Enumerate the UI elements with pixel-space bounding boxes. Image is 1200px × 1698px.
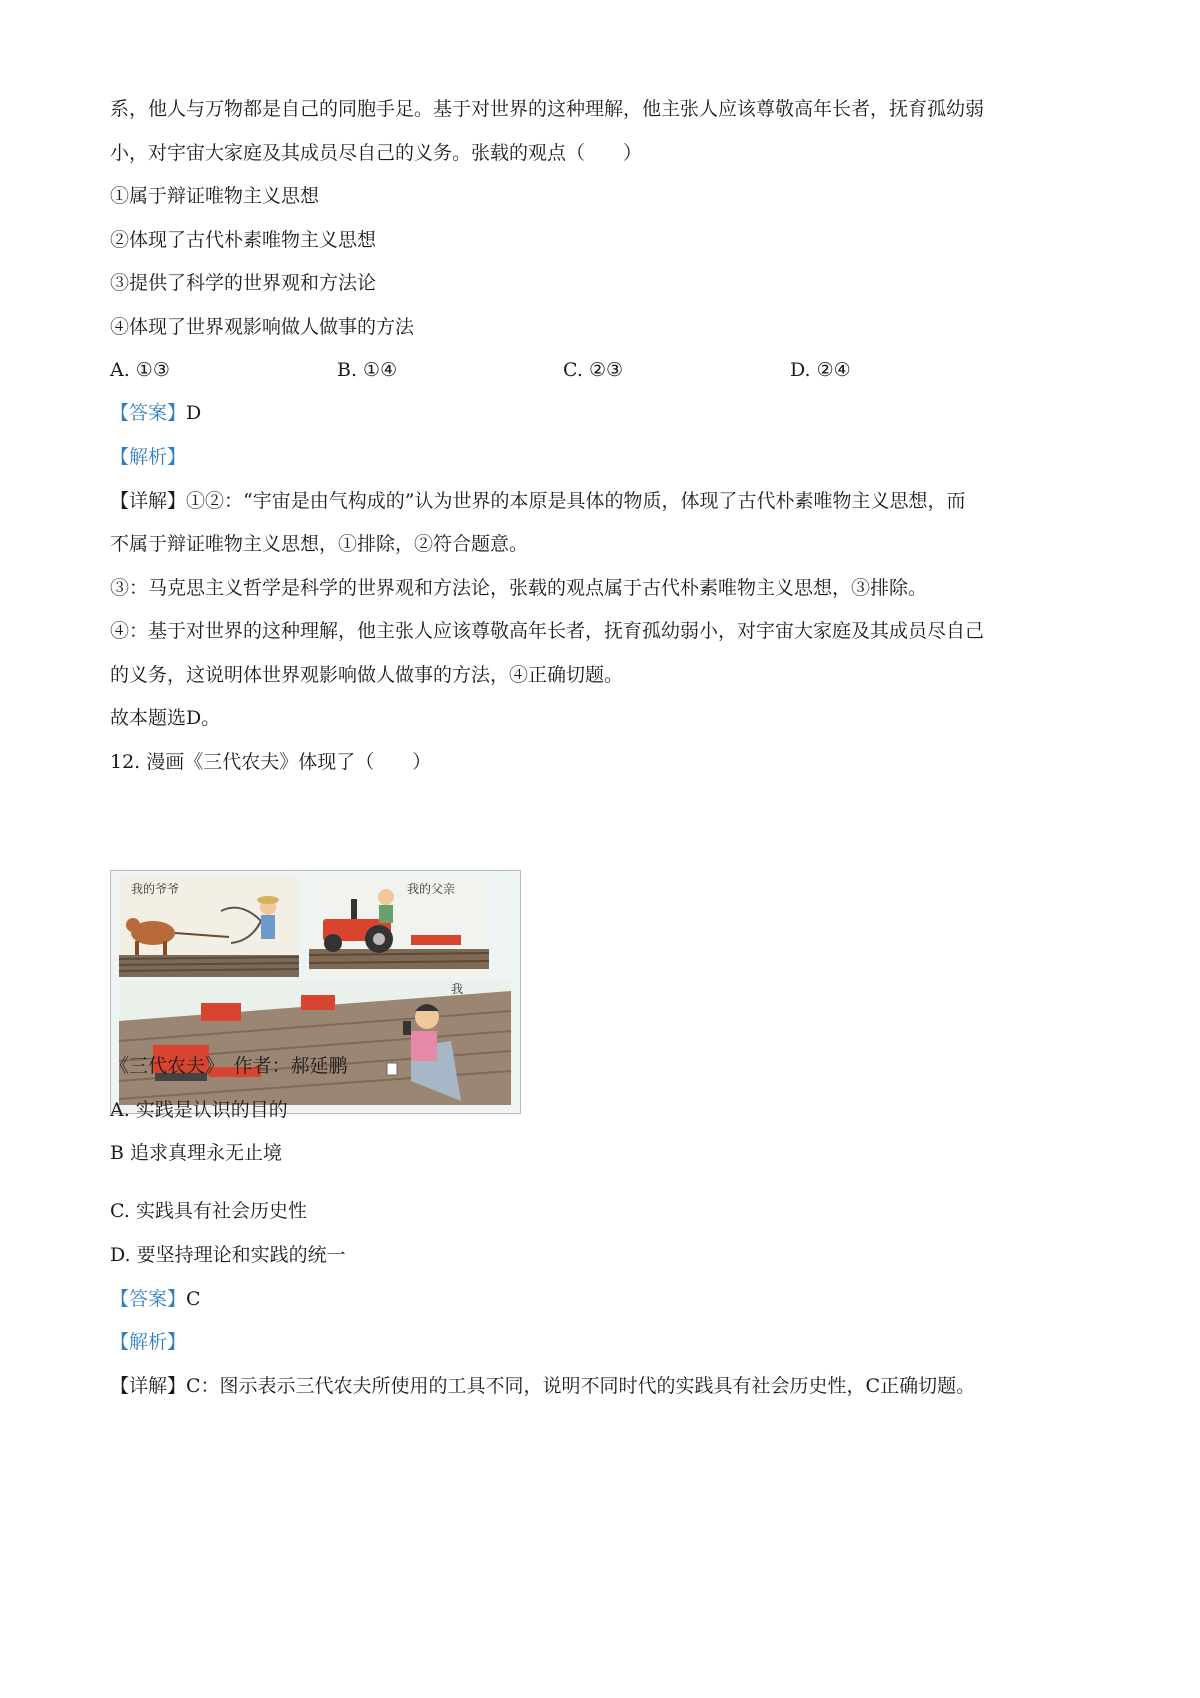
q11-option-c: C. ②③ <box>563 359 624 381</box>
q12-answer-label: 【答案】 <box>110 1288 187 1310</box>
q11-detail-label: 【详解】 <box>110 490 187 512</box>
q11-answer-value: D <box>186 402 202 424</box>
q11-detail-line4: ④：基于对世界的这种理解，他主张人应该尊敬高年长者，抚育孤幼弱小，对宇宙大家庭及其成员尽自己 <box>110 620 985 642</box>
label-grandpa: 我的爷爷 <box>131 882 180 896</box>
q12-detail <box>110 1372 975 1400</box>
q11-item-1: ①属于辩证唯物主义思想 <box>110 185 320 207</box>
q12-option-d: D. 要坚持理论和实践的统一 <box>110 1244 346 1266</box>
q12-answer <box>110 1285 201 1313</box>
q11-item-4: ④体现了世界观影响做人做事的方法 <box>110 316 415 338</box>
q12-option-a: A. 实践是认识的目的 <box>110 1099 288 1121</box>
q12-option-b: B 追求真理永无止境 <box>110 1142 283 1164</box>
q11-detail-line1 <box>110 487 965 515</box>
q11-detail-line5: 的义务，这说明体世界观影响做人做事的方法，④正确切题。 <box>110 664 624 686</box>
q11-answer <box>110 399 201 427</box>
q11-analysis-label: 【解析】 <box>110 446 187 468</box>
grandpa-figure <box>261 915 275 939</box>
q12-analysis-label: 【解析】 <box>110 1331 187 1353</box>
q12-detail-label: 【详解】 <box>110 1375 187 1397</box>
harvester-1 <box>201 1003 241 1021</box>
q11-detail-line3: ③：马克思主义哲学是科学的世界观和方法论，张载的观点属于古代朴素唯物主义思想，③排除。 <box>110 577 928 599</box>
label-me: 我 <box>451 982 464 996</box>
q11-stem-line2: 小，对宇宙大家庭及其成员尽自己的义务。张载的观点（ ） <box>110 142 643 164</box>
q11-conclusion: 故本题选D。 <box>110 707 221 729</box>
q11-item-3: ③提供了科学的世界观和方法论 <box>110 272 377 294</box>
harvester-2 <box>301 995 335 1010</box>
q11-stem-line1: 系，他人与万物都是自己的同胞手足。基于对世界的这种理解，他主张人应该尊敬高年长者，抚育孤幼弱 <box>110 98 985 120</box>
q11-option-d: D. ②④ <box>790 359 851 381</box>
remote-control <box>403 1021 411 1035</box>
father-figure <box>379 905 393 923</box>
q12-detail-text: C：图示表示三代农夫所使用的工具不同，说明不同时代的实践具有社会历史性，C正确切题。 <box>186 1375 976 1397</box>
q11-item-2: ②体现了古代朴素唯物主义思想 <box>110 229 377 251</box>
q12-option-c: C. 实践具有社会历史性 <box>110 1200 307 1222</box>
me-figure <box>411 1031 437 1061</box>
label-father: 我的父亲 <box>407 882 456 896</box>
q11-option-b: B. ①④ <box>337 359 398 381</box>
q12-answer-value: C <box>186 1288 201 1310</box>
q12-stem: 12. 漫画《三代农夫》体现了（ ） <box>110 751 432 773</box>
q11-options <box>110 356 1100 384</box>
q11-option-a: A. ①③ <box>110 359 170 381</box>
q11-detail-text1: ①②：“宇宙是由气构成的”认为世界的本原是具体的物质，体现了古代朴素唯物主义思想，而 <box>186 490 966 512</box>
q11-answer-label: 【答案】 <box>110 402 187 424</box>
comic-caption: 《三代农夫》 作者：郝延鹏 <box>110 1055 348 1077</box>
q11-detail-line2: 不属于辩证唯物主义思想，①排除，②符合题意。 <box>110 533 529 555</box>
